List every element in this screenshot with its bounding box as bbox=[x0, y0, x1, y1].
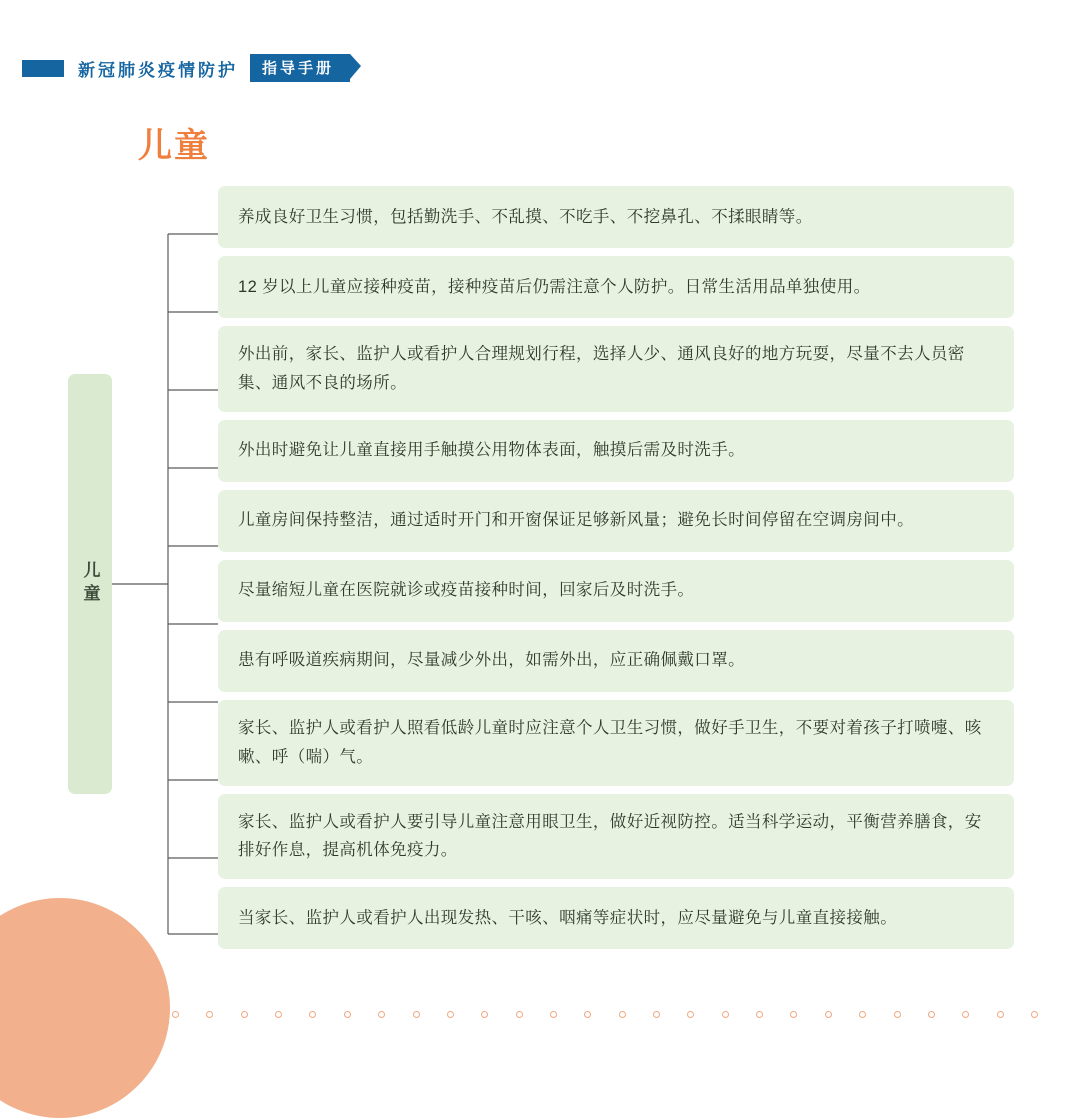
divider-dot bbox=[275, 1011, 282, 1018]
header-brand-title: 新冠肺炎疫情防护 bbox=[78, 60, 238, 80]
diagram-item bbox=[218, 420, 1014, 482]
diagram-item-text: 儿童房间保持整洁，通过适时开门和开窗保证足够新风量；避免长时间停留在空调房间中。 bbox=[238, 511, 914, 530]
diagram-root-label: 儿童 bbox=[80, 561, 100, 607]
divider-dot bbox=[378, 1011, 385, 1018]
divider-dot bbox=[344, 1011, 351, 1018]
header-tag-badge: 指导手册 bbox=[250, 54, 350, 82]
divider-dot bbox=[825, 1011, 832, 1018]
diagram-item bbox=[218, 887, 1014, 949]
diagram-item-text: 当家长、监护人或看护人出现发热、干咳、咽痛等症状时，应尽量避免与儿童直接接触。 bbox=[238, 908, 898, 927]
divider-dot bbox=[928, 1011, 935, 1018]
diagram-item bbox=[218, 490, 1014, 552]
diagram-item-text: 尽量缩短儿童在医院就诊或疫苗接种时间，回家后及时洗手。 bbox=[238, 581, 695, 600]
diagram-item bbox=[218, 794, 1014, 880]
diagram-item-list bbox=[218, 186, 1014, 957]
divider-dot bbox=[962, 1011, 969, 1018]
divider-dot bbox=[894, 1011, 901, 1018]
diagram-item bbox=[218, 256, 1014, 318]
diagram-item-text: 外出前，家长、监护人或看护人合理规划行程，选择人少、通风良好的地方玩耍，尽量不去人员密集、通风不良的场所。 bbox=[238, 345, 965, 392]
diagram-item bbox=[218, 326, 1014, 412]
divider-dot bbox=[206, 1011, 213, 1018]
divider-dot bbox=[516, 1011, 523, 1018]
divider-dot bbox=[481, 1011, 488, 1018]
diagram-item-text: 患有呼吸道疾病期间，尽量减少外出，如需外出，应正确佩戴口罩。 bbox=[238, 651, 745, 670]
divider-dot bbox=[309, 1011, 316, 1018]
divider-dot bbox=[790, 1011, 797, 1018]
mindmap-diagram bbox=[60, 186, 1020, 976]
divider-dot bbox=[722, 1011, 729, 1018]
diagram-item-text: 养成良好卫生习惯，包括勤洗手、不乱摸、不吃手、不挖鼻孔、不揉眼睛等。 bbox=[238, 207, 813, 226]
divider-dot bbox=[859, 1011, 866, 1018]
diagram-item bbox=[218, 186, 1014, 248]
header-accent-bar bbox=[22, 60, 64, 77]
footer-dotted-divider bbox=[172, 1010, 1038, 1018]
document-header bbox=[22, 56, 350, 80]
divider-dot bbox=[756, 1011, 763, 1018]
diagram-item-text: 外出时避免让儿童直接用手触摸公用物体表面，触摸后需及时洗手。 bbox=[238, 441, 745, 460]
divider-dot bbox=[584, 1011, 591, 1018]
divider-dot bbox=[241, 1011, 248, 1018]
page-title: 儿童 bbox=[138, 127, 210, 165]
diagram-item-text: 家长、监护人或看护人照看低龄儿童时应注意个人卫生习惯，做好手卫生，不要对着孩子打喷嚏、咳嗽、呼（喘）气。 bbox=[238, 718, 982, 766]
divider-dot bbox=[1031, 1011, 1038, 1018]
divider-dot bbox=[997, 1011, 1004, 1018]
divider-dot bbox=[550, 1011, 557, 1018]
diagram-root-node bbox=[68, 374, 112, 794]
divider-dot bbox=[413, 1011, 420, 1018]
divider-dot bbox=[172, 1011, 179, 1018]
diagram-item bbox=[218, 630, 1014, 692]
divider-dot bbox=[619, 1011, 626, 1018]
divider-dot bbox=[653, 1011, 660, 1018]
divider-dot bbox=[447, 1011, 454, 1018]
divider-dot bbox=[687, 1011, 694, 1018]
diagram-item-text: 12 岁以上儿童应接种疫苗，接种疫苗后仍需注意个人防护。日常生活用品单独使用。 bbox=[238, 277, 871, 296]
diagram-item bbox=[218, 560, 1014, 622]
diagram-item-text: 家长、监护人或看护人要引导儿童注意用眼卫生，做好近视防控。适当科学运动，平衡营养膳食，安排好作息，提高机体免疫力。 bbox=[238, 812, 982, 860]
diagram-item bbox=[218, 700, 1014, 786]
